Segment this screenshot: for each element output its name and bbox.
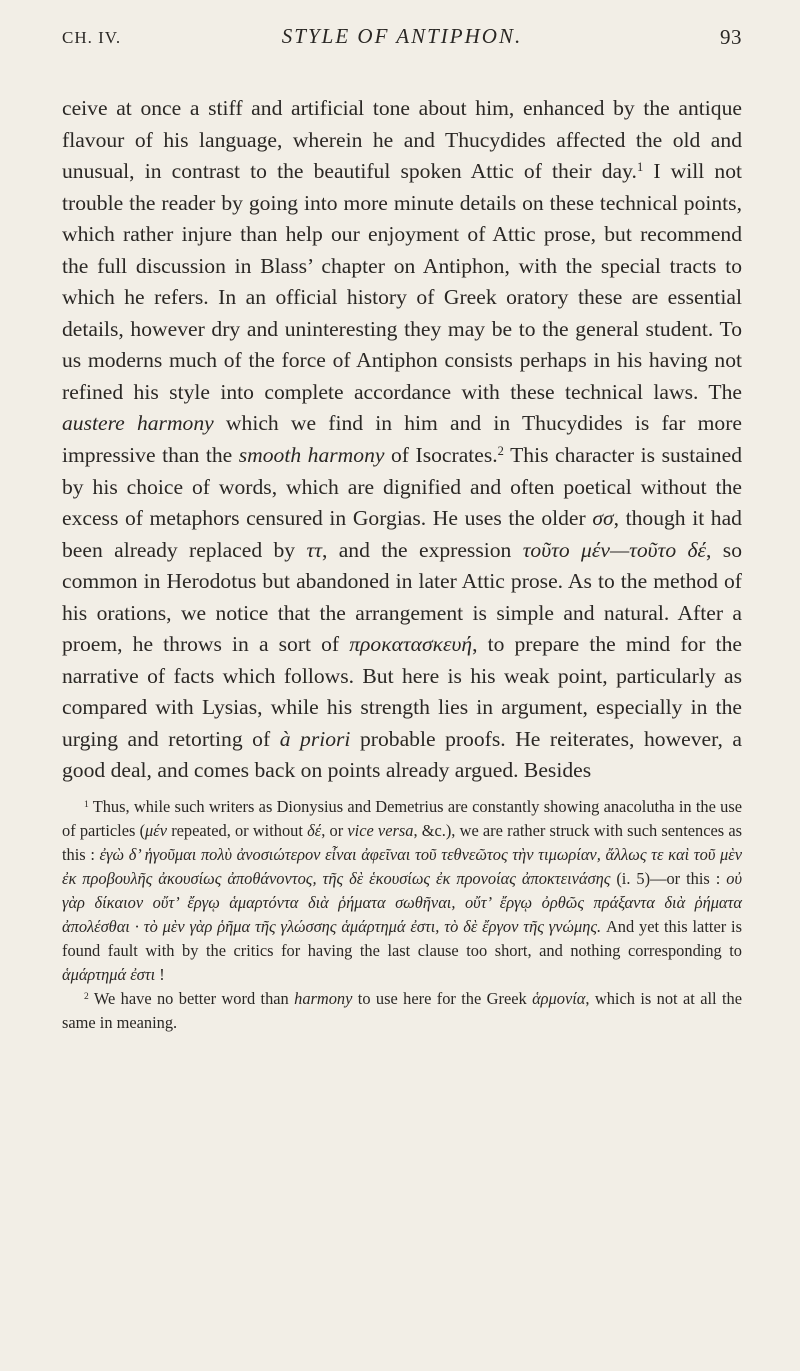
- body-text: , so common in Herodotus but abandoned in later Attic prose. As to the method of his orations, we notice that the arrangement is simple and natural. After a proem, he throws in a sort of: [62, 537, 743, 657]
- running-head: [62, 0, 742, 66]
- body-text: probable proofs. He reiterates, however, a good deal, and comes back on points already argued. Besides: [62, 726, 742, 783]
- latin-term: vice versa: [347, 821, 414, 841]
- greek-term: ἁρμονία: [532, 989, 586, 1009]
- greek-term: ττ: [306, 537, 322, 562]
- footnote-ref-1: 1: [636, 160, 644, 175]
- body-text: , though it had been already replaced by: [62, 506, 742, 562]
- footnote-text: repeated, or without: [167, 821, 308, 841]
- footnote-text: !: [155, 965, 165, 985]
- greek-term: σσ: [592, 506, 614, 531]
- term-harmony: harmony: [294, 989, 353, 1009]
- body-text: I will not trouble the reader by going into more minute details on these technical points, which rather injure than help our enjoyment of Attic prose, but recommend the full discussion in Blass’ chapter on Antiphon, with the special tracts to which he refers. In an official history of Greek oratory these are essential details, however dry and uninteresting they may be to the general student. To us moderns much of the force of Antiphon consists perhaps in his having not refined his style into complete accordance with these technical laws. The: [62, 159, 742, 404]
- greek-term: δέ: [307, 821, 322, 841]
- footnote-1: [62, 795, 742, 987]
- body-text: ceive at once a stiff and artificial tone about him, enhanced by the antique flavour of his language, wherein he and Thucydides affected the old and unusual, in contrast to the beautiful spoken Attic of their day.: [62, 96, 742, 184]
- body-text: , to prepare the mind for the narrative of facts which follows. But here is his weak point, particularly as compared with Lysias, while his strength lies in argument, especially in the urging and retorting of: [62, 632, 742, 751]
- chapter-label: CH. IV.: [62, 28, 122, 47]
- footnote-text: , &c.), we are rather struck with such sentences as this :: [62, 821, 743, 865]
- footnote-text: , or: [321, 821, 348, 841]
- footnote-text: And yet this latter is found fault with by the critics for having the last clause too short, and nothing corresponding to: [62, 917, 742, 961]
- body-paragraph: [62, 93, 742, 787]
- term-austere-harmony: austere harmony: [62, 411, 214, 436]
- footnote-marker-1: 1: [84, 799, 89, 810]
- footnote-text: to use here for the Greek: [352, 989, 533, 1009]
- greek-term: τοῦτο μέν—τοῦτο δέ: [522, 537, 707, 562]
- footnote-text: (i. 5)—or this :: [610, 869, 727, 889]
- footnote-text: , which is not at all the same in meaning.: [62, 989, 742, 1033]
- footnote-2: [62, 987, 742, 1035]
- body-text: of Isocrates.: [384, 443, 498, 468]
- page-number: 93: [720, 25, 742, 49]
- greek-term: προκατασκευή: [349, 632, 473, 657]
- term-a-priori: à priori: [279, 726, 351, 751]
- greek-quotation: οὐ γὰρ δίκαιον οὔτ’ ἔργῳ ἁμαρτόντα διὰ ῥήματα σωθῆναι, οὔτ’ ἔργῳ ὀρθῶς πράξαντα διὰ ῥήματα ἀπολέσθαι · τὸ μὲν γὰρ ῥῆμα τῆς γλώσσης ἁμάρτημά ἐστι, τὸ δὲ ἔργον τῆς γνώμης.: [62, 869, 742, 937]
- greek-term: μέν: [145, 821, 167, 841]
- footnote-marker-2: 2: [84, 991, 89, 1002]
- footnote-text: We have no better word than: [88, 989, 295, 1009]
- body-text: This character is sustained by his choice of words, which are dignified and often poetical without the excess of metaphors censured in Gorgias. He uses the older: [62, 443, 742, 531]
- footnote-text: Thus, while such writers as Dionysius and Demetrius are constantly showing anacolutha in the use of particles (: [62, 797, 742, 841]
- body-text: which we find in him and in Thucydides is far more impressive than the: [62, 411, 743, 468]
- running-title: STYLE OF ANTIPHON.: [281, 24, 523, 48]
- footnote-ref-2: 2: [497, 444, 504, 459]
- term-smooth-harmony: smooth harmony: [238, 443, 385, 468]
- greek-term: ἁμάρτημά ἐστι: [62, 965, 156, 985]
- footnotes: [62, 795, 742, 1035]
- greek-quotation: ἐγὼ δ’ ἡγοῦμαι πολὺ ἀνοσιώτερον εἶναι ἀφεῖναι τοῦ τεθνεῶτος τὴν τιμωρίαν, ἄλλως τε καὶ τοῦ μὲν ἐκ προβουλῆς ἀκουσίως ἀποθάνοντος, τῆς δὲ ἑκουσίως ἐκ προνοίας ἀποκτεινάσης: [62, 845, 742, 889]
- main-text: [62, 93, 742, 787]
- body-text: , and the expression: [321, 537, 523, 562]
